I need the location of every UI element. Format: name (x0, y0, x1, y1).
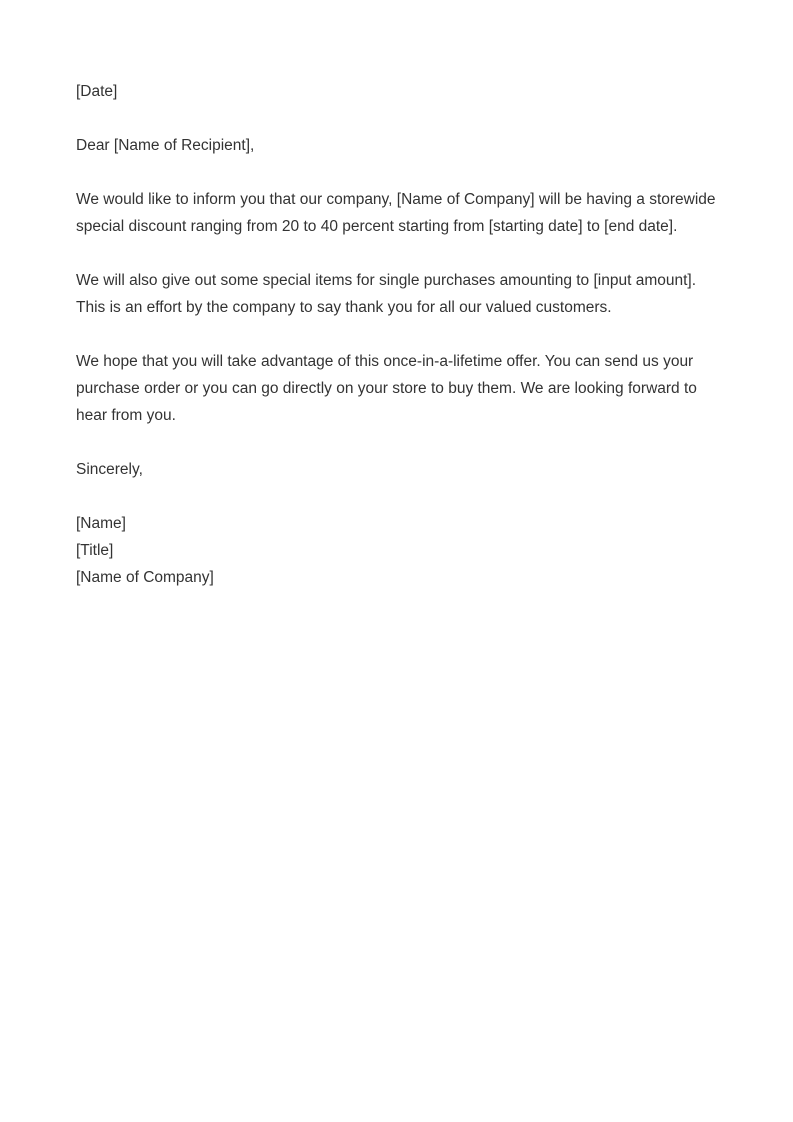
signature-name: [Name] (76, 515, 126, 532)
signature-company: [Name of Company] (76, 569, 214, 586)
letter-body (76, 78, 726, 591)
letter-paragraph-offer: We hope that you will take advantage of this once-in-a-lifetime offer. You can send us your purchase order or you can go directly on your store to buy them. We are looking forward to hear from you. (76, 353, 697, 424)
letter-date: [Date] (76, 83, 118, 100)
signature-block (76, 510, 726, 591)
letter-paragraph-announcement: We would like to inform you that our company, [Name of Company] will be having a storewide special discount ranging from 20 to 40 percent starting from [starting date] to [end date]. (76, 191, 716, 235)
letter-paragraph-special-items: We will also give out some special items for single purchases amounting to [input amount]. This is an effort by the company to say thank you for all our valued customers. (76, 272, 697, 316)
letter-closing: Sincerely, (76, 461, 143, 478)
letter-salutation: Dear [Name of Recipient], (76, 137, 255, 154)
signature-title: [Title] (76, 542, 114, 559)
